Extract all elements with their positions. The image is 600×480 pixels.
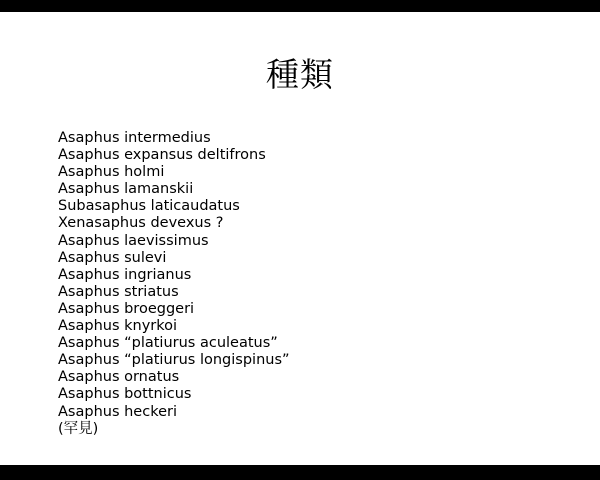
list-item: Xenasaphus devexus ? bbox=[58, 215, 224, 232]
list-item: Asaphus holmi bbox=[58, 164, 165, 181]
list-item-note: (罕見) bbox=[58, 420, 99, 437]
species-list bbox=[58, 130, 290, 438]
list-item: Asaphus laevissimus bbox=[58, 232, 209, 249]
list-item: Asaphus lamanskii bbox=[58, 181, 194, 198]
list-item: Subasaphus laticaudatus bbox=[58, 198, 240, 215]
list-item: Asaphus ingrianus bbox=[58, 266, 192, 283]
list-item: Asaphus broeggeri bbox=[58, 300, 195, 317]
list-item: Asaphus ornatus bbox=[58, 369, 180, 386]
list-item: Asaphus intermedius bbox=[58, 130, 211, 146]
slide-canvas bbox=[0, 12, 600, 465]
list-item: Asaphus sulevi bbox=[58, 249, 167, 266]
list-item: Asaphus expansus deltifrons bbox=[58, 147, 266, 164]
list-item: Asaphus “platiurus longispinus” bbox=[58, 352, 290, 369]
list-item: Asaphus knyrkoi bbox=[58, 318, 178, 335]
list-item: Asaphus heckeri bbox=[58, 403, 177, 420]
page-title: 種類 bbox=[266, 55, 334, 94]
list-item: Asaphus striatus bbox=[58, 283, 179, 300]
list-item: Asaphus bottnicus bbox=[58, 386, 192, 403]
list-item: Asaphus “platiurus aculeatus” bbox=[58, 335, 278, 352]
